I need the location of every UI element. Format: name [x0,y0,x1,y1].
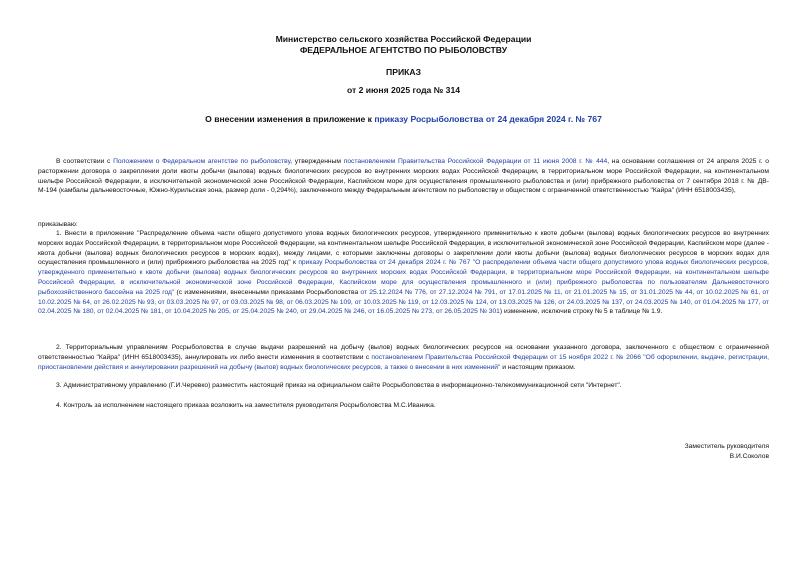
signatory-name: В.И.Соколов [729,452,769,460]
document-date-number: от 2 июня 2025 года № 314 [346,85,461,95]
item-1-text-1: 1. Внести в приложение "Распределение объема части общего допустимого улова водных биологических ресурсов, утвержденного применительно к квоте добычи (вылова) водных биологических ресурсов во внутренних морских водах Российской Федерации, в территориальном море Российской Федерации, на континентальном шельфе Российской Федерации, в исключительной экономической зоне Российской Федерации, Каспийском море (далее - квота добычи (вылова) водных биологических ресурсов в морских водах), между лицами, с которыми заключены договоры о закреплении доли квоты добычи (вылова) водных биологических ресурсов в морских водах для осуществления промышленного и (или) прибрежного рыболовства на 2025 год" к [38,230,769,267]
item-2-decree-link[interactable]: постановлением Правительства Российской Федерации от 15 ноября 2022 г. № 2066 "Об оформлении, выдаче, регистрации, приостановлении действия и аннулировании разрешений на добычу (вылов) водных биологических ресурсов, а также о внесении в них изменений" [38,353,769,371]
item-1-text-3: ) изменение, исключив строку № 5 в таблице № 1.9. [499,308,663,316]
item-1-order-link[interactable]: приказу Росрыболовства от 24 декабря 2024 г. № 767 "О распределении объема части общего допустимого улова водных биологических ресурсов, утвержденного применительно к квоте добычи (вылова) водных биологических ресурсов во внутренних морских водах Российской Федерации, в территориальном море Российской Федерации, на континентальном шельфе Российской Федерации, в исключительной экономической зоне Российской Федерации, Каспийском море для осуществления промышленного и (или) прибрежного рыболовства по пользователям Дальневосточного рыбохозяйственного бассейна на 2025 год" [38,259,770,296]
preamble-paragraph [38,157,769,196]
item-1-paragraph [38,229,769,317]
preamble-text-3: , на основании соглашения от 24 апреля 2025 г. о расторжении договора о закреплении доли квоты добычи (вылова) водных биологических ресурсов во внутренних морских водах Российской Федерации, в территориальном море Российской Федерации, на континентальном шельфе Российской Федерации, в исключительной экономической зоне Российской Федерации, Каспийском море для осуществления промышленного рыболовства и (или) прибрежного рыболовства от 7 сентября 2018 г. № ДВ-М-194 (камбалы дальневосточные, Южно-Курильская зона, размер доли - 0,294%), заключенного между Федеральным агентством по рыболовству и обществом с ограниченной ответственностью "Кайра" (ИНН 6518003435), [38,158,769,195]
document-title [0,114,807,125]
ministry-name: Министерство сельского хозяйства Российской Федерации [275,34,532,44]
government-decree-link[interactable]: постановлением Правительства Российской Федерации от 11 июня 2008 г. № 444 [343,158,608,165]
preamble-text-2: , утвержденным [290,158,344,165]
order-word: приказываю: [38,221,78,228]
item-1-amendments-links[interactable]: от 25.12.2024 № 776, от 27.12.2024 № 791, от 17.01.2025 № 11, от 21.01.2025 № 15, от 31.01.2025 № 44, от 10.02.2025 № 61, от 10.02.2025 № 64, от 26.02.2025 № 93, от 03.03.2025 № 97, от 03.03.2025 № 98, от 06.03.2025 № 109, от 10.03.2025 № 119, от 12.03.2025 № 124, от 13.03.2025 № 126, от 24.03.2025 № 137, от 24.03.2025 № 140, от 01.04.2025 № 177, от 02.04.2025 № 180, от 02.04.2025 № 181, от 10.04.2025 № 205, от 25.04.2025 № 240, от 29.04.2025 № 246, от 16.05.2025 № 273, от 26.05.2025 № 301 [38,288,769,316]
title-order-link[interactable]: приказу Росрыболовства от 24 декабря 2024 г. № 767 [374,114,602,124]
item-3-paragraph: 3. Административному управлению (Г.И.Черевко) разместить настоящий приказ на официальном сайте Росрыболовства в информационно-телекоммуникационной сети "Интернет". [56,382,622,389]
item-4-paragraph: 4. Контроль за исполнением настоящего приказа возложить на заместителя руководителя Росрыболовства М.С.Иваника. [56,402,436,409]
agency-name: ФЕДЕРАЛЬНОЕ АГЕНТСТВО ПО РЫБОЛОВСТВУ [299,44,508,55]
regulation-link[interactable]: Положением о Федеральном агентстве по рыболовству [113,158,291,165]
signature-block [685,442,769,462]
document-type: ПРИКАЗ [386,67,421,77]
item-2-text-1: 2. Территориальным управлениям Росрыболовства в случае выдачи разрешений на добычу (вылов) водных биологических ресурсов на основании указанного договора, заключенного с обществом с ограниченной ответственностью "Кайра" (ИНН 6518003435), аннулировать их либо внести изменения в соответствии с [38,344,769,361]
document-header [0,34,807,55]
signatory-position: Заместитель руководителя [684,443,769,450]
preamble-text-1: В соответствии с [56,158,114,165]
title-text: О внесении изменения в приложение к [205,114,375,124]
item-2-text-2: и настоящим приказом. [500,363,576,371]
item-1-text-2: (с изменениями, внесенными приказами Росрыболовства [174,288,361,296]
item-2-paragraph [38,343,769,372]
